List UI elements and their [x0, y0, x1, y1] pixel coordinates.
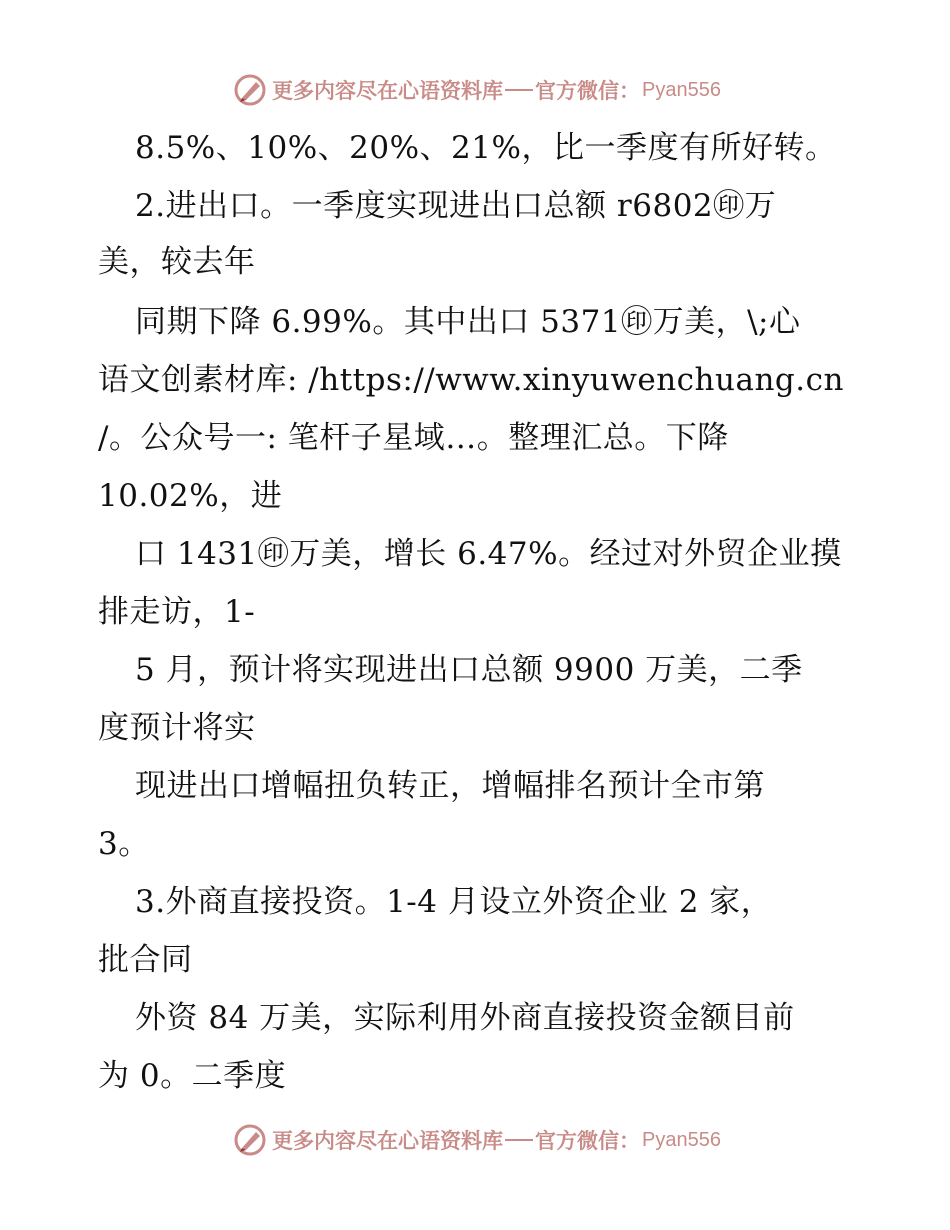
body-line: /。公众号一: 笔杆子星域…。整理汇总。下降: [98, 420, 729, 456]
header-wechat-label: 官方微信：: [535, 78, 640, 103]
header-banner-text: 更多内容尽在心语资料库: [272, 78, 503, 103]
body-line: 2.进出口。一季度实现进出口总额 r6802㊞万: [135, 188, 777, 224]
body-line: 排走访，1-: [98, 594, 256, 630]
body-line: 现进出口增幅扭负转正，增幅排名预计全市第: [135, 768, 765, 804]
body-line: 度预计将实: [98, 710, 256, 746]
footer-wechat-label: 官方微信：: [535, 1128, 640, 1153]
body-line: 10.02%，进: [98, 478, 283, 514]
header-banner: [232, 70, 721, 110]
footer-banner-dash: [505, 1139, 533, 1141]
body-line: 外资 84 万美，实际利用外商直接投资金额目前: [135, 1000, 795, 1036]
pen-logo-icon: [232, 1122, 268, 1158]
footer-banner-text: 更多内容尽在心语资料库: [272, 1128, 503, 1153]
body-line: 语文创素材库: /https://www.xinyuwenchuang.cn: [98, 362, 844, 398]
body-line: 为 0。二季度: [98, 1058, 287, 1094]
body-line: 口 1431㊞万美，增长 6.47%。经过对外贸企业摸: [135, 536, 842, 572]
pen-logo-icon: [232, 72, 268, 108]
body-line: 同期下降 6.99%。其中出口 5371㊞万美，\;心: [135, 304, 801, 340]
header-banner-dash: [505, 89, 533, 91]
body-line: 8.5%、10%、20%、21%，比一季度有所好转。: [135, 130, 837, 166]
footer-banner: [232, 1120, 721, 1160]
body-line: 美，较去年: [98, 244, 256, 280]
footer-wechat-id: Pyan556: [642, 1128, 721, 1151]
body-line: 3。: [98, 826, 150, 862]
header-wechat-id: Pyan556: [642, 78, 721, 101]
body-line: 3.外商直接投资。1-4 月设立外资企业 2 家，: [135, 884, 773, 920]
body-line: 5 月，预计将实现进出口总额 9900 万美，二季: [135, 652, 803, 688]
body-line: 批合同: [98, 942, 193, 978]
